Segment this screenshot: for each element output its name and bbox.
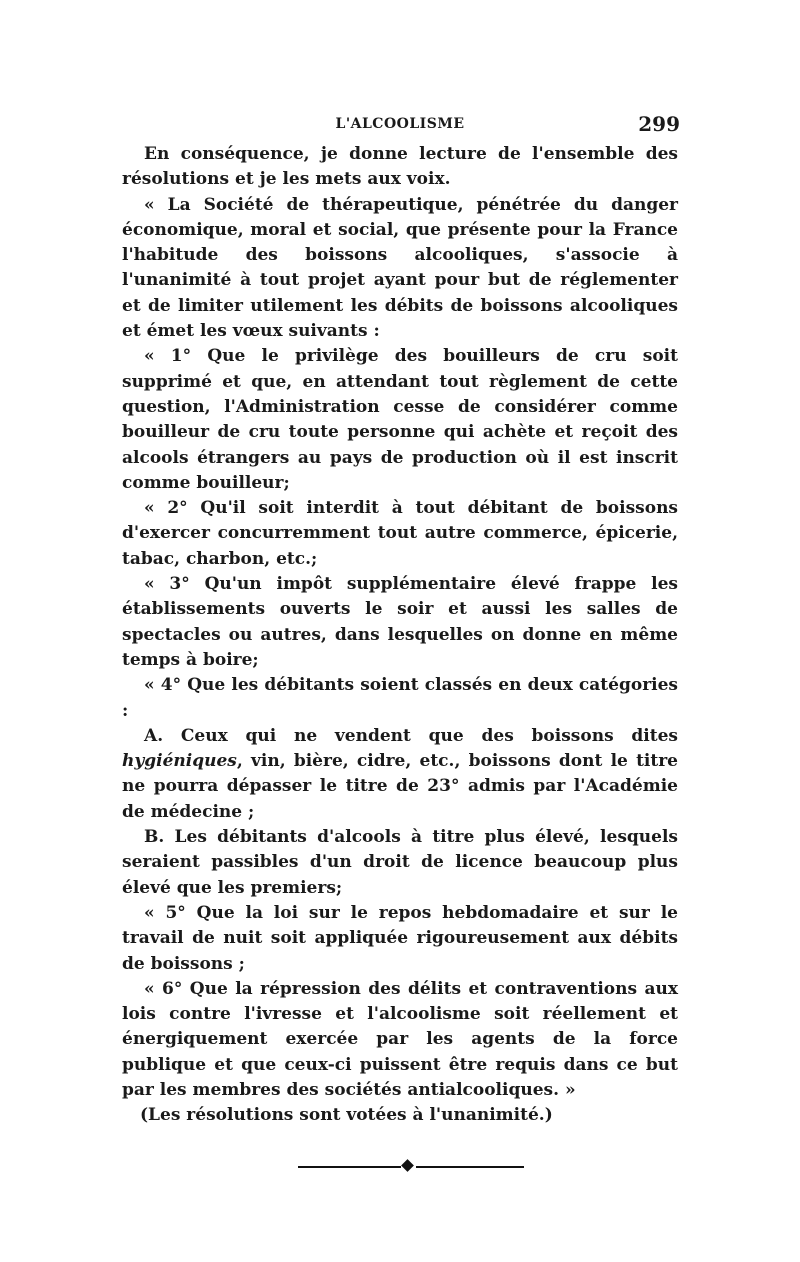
ornament-rule-right: [416, 1166, 524, 1168]
category-a-italic-term: hygiéniques: [122, 751, 237, 772]
paragraph-resolution-preamble: « La Société de thérapeutique, pénétrée du danger économique, moral et social, que présente pour la France l'habitude des boissons alcooliques, s'associe à l'unanimité à tout projet ayant pour but de réglementer et de limiter utilement les débits de boissons alcooliques et émet les vœux suivants :: [122, 194, 678, 342]
category-a-text-end: , vin, bière, cidre, etc., boissons dont le titre ne pourra dépasser le titre de 23° admis par l'Académie de médecine ;: [122, 751, 678, 822]
paragraph-vote-result: (Les résolutions sont votées à l'unanimité.): [140, 1105, 553, 1126]
paragraph-resolution-5: « 5° Que la loi sur le repos hebdomadaire et sur le travail de nuit soit appliquée rigoureusement aux débits de boissons ;: [122, 902, 678, 974]
diamond-icon: [401, 1159, 414, 1172]
paragraph-category-b: B. Les débitants d'alcools à titre plus élevé, lesquels seraient passibles d'un droit de licence beaucoup plus élevé que les premiers;: [122, 827, 678, 898]
paragraph-intro: En conséquence, je donne lecture de l'ensemble des résolutions et je les mets aux voix.: [122, 144, 678, 190]
paragraph-resolution-1: « 1° Que le privilège des bouilleurs de cru soit supprimé et que, en attendant tout règlement de cette question, l'Administration cesse de considérer comme bouilleur de cru toute personne qui achète et reçoit des alcools étrangers au pays de production où il est inscrit comme bouilleur;: [122, 346, 678, 493]
section-end-ornament: [122, 1159, 678, 1173]
running-title: L'ALCOOLISME: [335, 116, 465, 132]
page-number: 299: [638, 112, 680, 136]
ornament-rule-left: [298, 1166, 401, 1168]
paragraph-category-a: [122, 724, 678, 825]
book-page: [122, 112, 678, 1173]
paragraph-resolution-6: « 6° Que la répression des délits et contraventions aux lois contre l'ivresse et l'alcoolisme soit réellement et énergiquement exercée par les agents de la force publique et que ceux-ci puissent être requis dans ce but par les membres des sociétés antialcooliques. »: [122, 978, 678, 1100]
category-a-text-start: A. Ceux qui ne vendent que des boissons dites: [144, 725, 678, 746]
page-header: [122, 112, 678, 142]
paragraph-resolution-2: « 2° Qu'il soit interdit à tout débitant de boissons d'exercer concurremment tout autre commerce, épicerie, tabac, charbon, etc.;: [122, 498, 678, 569]
paragraph-resolution-4: « 4° Que les débitants soient classés en deux catégories :: [122, 675, 678, 721]
body-text: [122, 142, 678, 1129]
paragraph-resolution-3: « 3° Qu'un impôt supplémentaire élevé frappe les établissements ouverts le soir et aussi les salles de spectacles ou autres, dans lesquelles on donne en même temps à boire;: [122, 574, 678, 670]
